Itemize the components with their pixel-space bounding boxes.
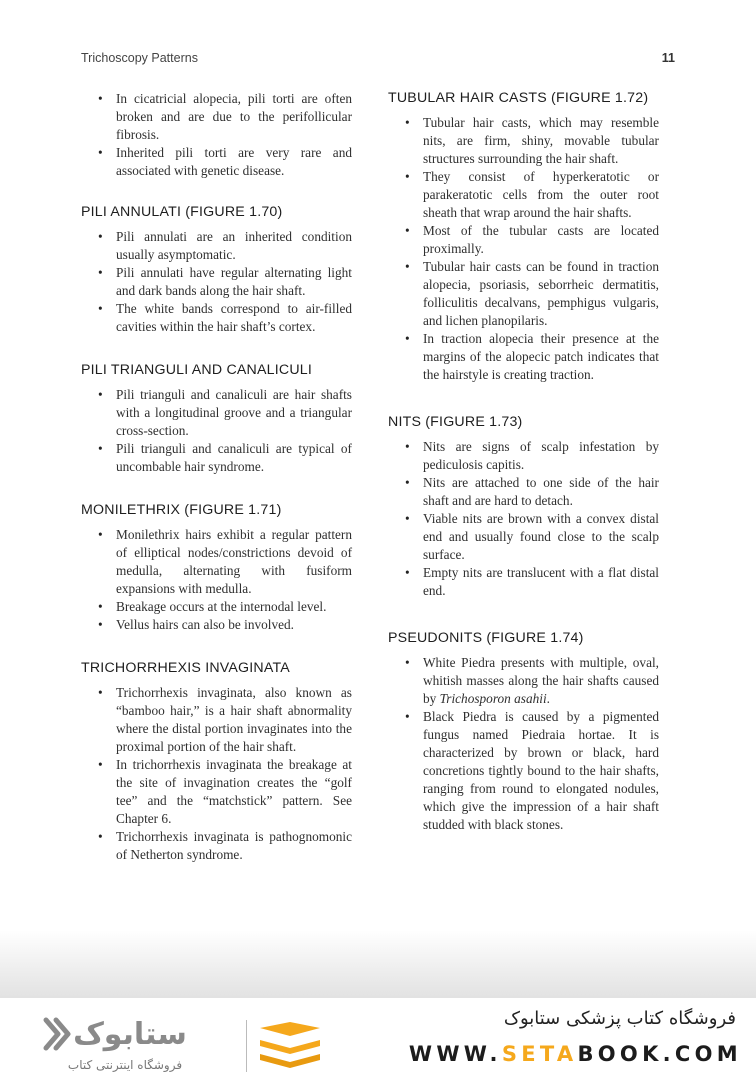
page-bottom-shadow	[0, 930, 756, 998]
section-monilethrix	[81, 502, 352, 634]
logo-subtitle: فروشگاه اینترنتی کتاب	[67, 1058, 183, 1072]
list-item: • Monilethrix hairs exhibit a regular pattern of elliptical nodes/constrictions devoid of medulla, alternating with fusiform expansions with medulla.	[81, 526, 352, 598]
list-item: • Trichorrhexis invaginata is pathognomonic of Netherton syndrome.	[81, 828, 352, 864]
bullet-list	[81, 228, 352, 336]
setabook-logo	[40, 1014, 290, 1074]
bullet-list	[81, 90, 352, 180]
pili-torti-continued	[81, 90, 352, 180]
section-pseudonits	[388, 630, 659, 834]
section-nits	[388, 414, 659, 600]
url-accent: SETA	[501, 1042, 578, 1066]
section-heading: NITS (FIGURE 1.73)	[388, 414, 523, 430]
store-footer	[0, 998, 756, 1080]
list-item: • In trichorrhexis invaginata the breakage at the site of invagination creates the “golf tee” and the “matchstick” pattern. See Chapter 6.	[81, 756, 352, 828]
right-column	[388, 90, 659, 856]
section-tubular-hair-casts	[388, 90, 659, 384]
store-url[interactable]: WWW.SETABOOK.COM	[408, 1042, 742, 1066]
running-title: Trichoscopy Patterns	[81, 51, 198, 65]
list-item: • Nits are signs of scalp infestation by pediculosis capitis.	[388, 438, 659, 474]
section-heading: MONILETHRIX (FIGURE 1.71)	[81, 502, 282, 518]
store-name: فروشگاه کتاب پزشکی ستابوک	[503, 1008, 736, 1029]
list-item: • They consist of hyperkeratotic or parakeratotic cells from the outer root sheath that wrap around the hair shafts.	[388, 168, 659, 222]
list-item: • The white bands correspond to air-filled cavities within the hair shaft’s cortex.	[81, 300, 352, 336]
book-stack-icon	[256, 1020, 324, 1074]
list-item: • Black Piedra is caused by a pigmented fungus named Piedraia hortae. It is characterized by brown or black, hard concretions tightly bound to the hair shafts, ranging from round to elongated nodules, which give the impression of a hair shaft studded with black stones.	[388, 708, 659, 834]
bullet-list	[388, 114, 659, 384]
bullet-list	[81, 684, 352, 864]
list-item: • Tubular hair casts, which may resemble nits, are firm, shiny, movable tubular structures surrounding the hair shaft.	[388, 114, 659, 168]
list-item-white-piedra: • White Piedra presents with multiple, oval, whitish masses along the hair shafts caused by Trichosporon asahii.	[388, 654, 659, 708]
section-pili-trianguli	[81, 362, 352, 476]
list-item: • Viable nits are brown with a convex distal end and usually found close to the scalp surface.	[388, 510, 659, 564]
page-number: 11	[661, 51, 675, 65]
section-heading: TRICHORRHEXIS INVAGINATA	[81, 660, 290, 676]
list-item: • Tubular hair casts can be found in traction alopecia, psoriasis, seborrheic dermatitis, folliculitis decalvans, pemphigus vulgaris, and lichen planopilaris.	[388, 258, 659, 330]
left-column	[81, 90, 352, 886]
list-item: • In traction alopecia their presence at the margins of the alopecic patch indicates that the hairstyle is creating traction.	[388, 330, 659, 384]
section-heading: TUBULAR HAIR CASTS (FIGURE 1.72)	[388, 90, 649, 106]
list-item: • Inherited pili torti are very rare and associated with genetic disease.	[81, 144, 352, 180]
logo-wordmark-text: ستابوک	[73, 1017, 187, 1052]
list-item: • Pili annulati have regular alternating light and dark bands along the hair shaft.	[81, 264, 352, 300]
species-name: Trichosporon asahii	[439, 691, 547, 706]
section-heading: PILI TRIANGULI AND CANALICULI	[81, 362, 313, 378]
list-item: • Nits are attached to one side of the hair shaft and are hard to detach.	[388, 474, 659, 510]
list-item: • Pili trianguli and canaliculi are hair shafts with a longitudinal groove and a triangular cross-section.	[81, 386, 352, 440]
list-item: • Pili annulati are an inherited condition usually asymptomatic.	[81, 228, 352, 264]
list-item: • Pili trianguli and canaliculi are typical of uncombable hair syndrome.	[81, 440, 352, 476]
section-pili-annulati	[81, 204, 352, 336]
list-item: • Trichorrhexis invaginata, also known as “bamboo hair,” is a hair shaft abnormality where the distal portion invaginates into the proximal portion of the hair shaft.	[81, 684, 352, 756]
bullet-list	[388, 438, 659, 600]
bullet-list	[388, 654, 659, 834]
logo-divider	[246, 1020, 247, 1072]
page-header	[81, 51, 675, 69]
list-item: • Breakage occurs at the internodal level.	[81, 598, 352, 616]
logo-wordmark-icon	[40, 1014, 190, 1054]
section-heading: PSEUDONITS (FIGURE 1.74)	[388, 630, 584, 646]
list-item: • Vellus hairs can also be involved.	[81, 616, 352, 634]
list-item: • In cicatricial alopecia, pili torti are often broken and are due to the perifollicular fibrosis.	[81, 90, 352, 144]
list-item: • Empty nits are translucent with a flat distal end.	[388, 564, 659, 600]
section-trichorrhexis-invaginata	[81, 660, 352, 864]
list-item: • Most of the tubular casts are located proximally.	[388, 222, 659, 258]
bullet-list	[81, 386, 352, 476]
section-heading: PILI ANNULATI (FIGURE 1.70)	[81, 204, 283, 220]
bullet-list	[81, 526, 352, 634]
